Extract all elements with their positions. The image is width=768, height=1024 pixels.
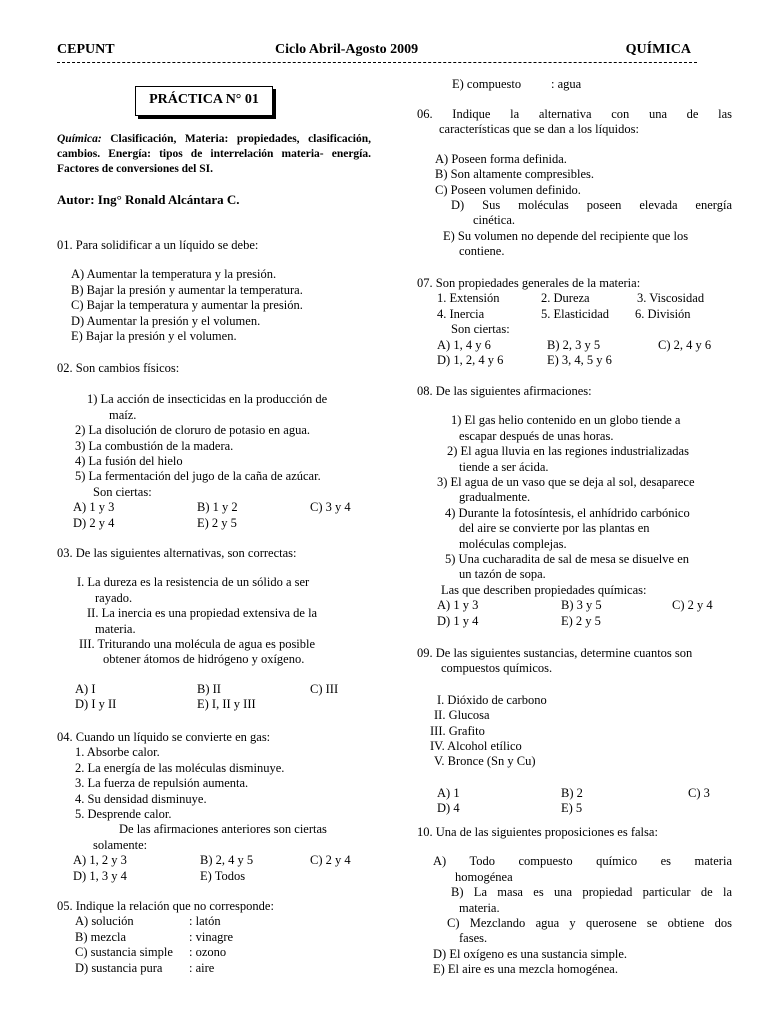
answer-row <box>57 682 377 697</box>
question-stem: 03. De las siguientes alternativas, son correctas: <box>57 546 297 560</box>
answer-row <box>417 353 732 368</box>
question-02 <box>57 361 377 531</box>
item: III. Grafito <box>430 723 485 738</box>
item: 5. Desprende calor. <box>75 807 172 822</box>
question-05 <box>57 899 377 976</box>
question-stem: 01. Para solidificar a un líquido se debe: <box>57 238 259 252</box>
header-divider <box>57 62 697 63</box>
answer-row <box>57 853 377 868</box>
pair-row <box>437 77 737 92</box>
pair-row <box>57 961 377 976</box>
item: III. Triturando una molécula de agua es posible <box>79 637 316 652</box>
question-stem: 07. Son propiedades generales de la materia: <box>417 276 641 290</box>
item: 4) La fusión del hielo <box>75 454 183 469</box>
answer: D) 2 y 4 <box>73 515 115 530</box>
question-stem: 05. Indique la relación que no corresponde: <box>57 899 274 913</box>
item: obtener átomos de hidrógeno y oxígeno. <box>103 652 305 667</box>
option: B) La masa es una propiedad particular de la <box>451 885 732 900</box>
item: II. La inercia es una propiedad extensiva de la <box>87 606 318 621</box>
property: 1. Extensión <box>437 291 500 306</box>
option: A) Todo compuesto químico es materia <box>433 854 732 869</box>
header-left: CEPUNT <box>57 42 115 57</box>
item: II. Glucosa <box>434 708 490 723</box>
answer: E) Todos <box>200 868 246 883</box>
answer: A) 1, 4 y 6 <box>437 337 491 352</box>
question-stem-cont: características que se dan a los líquidos: <box>439 122 639 137</box>
header-right: QUÍMICA <box>625 42 691 57</box>
option: contiene. <box>459 244 505 259</box>
answer: B) 2, 3 y 5 <box>547 337 601 352</box>
answer: D) 1, 2, 4 y 6 <box>437 352 504 367</box>
pair-value: : vinagre <box>189 929 234 944</box>
item: 4) Durante la fotosíntesis, el anhídrido carbónico <box>445 505 690 520</box>
answer: C) III <box>310 681 339 696</box>
answer: C) 3 y 4 <box>310 500 351 515</box>
item: moléculas complejas. <box>459 536 567 551</box>
option: homogénea <box>455 869 513 884</box>
option: A) Aumentar la temperatura y la presión. <box>71 267 277 282</box>
answer: B) II <box>197 681 221 696</box>
answer: D) 1 y 4 <box>437 613 479 628</box>
answer: E) 5 <box>561 801 583 816</box>
question-stem: 04. Cuando un líquido se convierte en gas: <box>57 730 271 744</box>
option: E) Su volumen no depende del recipiente que los <box>443 228 689 243</box>
pair-row <box>57 945 377 960</box>
item: solamente: <box>93 837 148 852</box>
option: A) Poseen forma definida. <box>435 151 567 166</box>
header-center: Ciclo Abril-Agosto 2009 <box>275 42 419 57</box>
pair-term: C) sustancia simple <box>75 945 173 960</box>
item: 3) La combustión de la madera. <box>75 438 234 453</box>
item: 2) El agua lluvia en las regiones industrializadas <box>447 444 689 459</box>
question-stem: 08. De las siguientes afirmaciones: <box>417 384 592 398</box>
property: 3. Viscosidad <box>637 291 705 306</box>
answer: D) 1, 3 y 4 <box>73 868 127 883</box>
question-10 <box>417 825 732 978</box>
item: del aire se convierte por las plantas en <box>459 521 650 536</box>
item: maíz. <box>109 407 137 422</box>
question-07 <box>417 276 732 368</box>
option: cinética. <box>473 213 515 228</box>
question-04 <box>57 730 377 884</box>
answer: D) I y II <box>75 697 117 712</box>
option: B) Bajar la presión y aumentar la temperatura. <box>71 282 303 297</box>
pair-value: : latón <box>189 914 221 929</box>
option: materia. <box>459 900 500 915</box>
item: 3. La fuerza de repulsión aumenta. <box>75 776 249 791</box>
property: 5. Elasticidad <box>541 306 610 321</box>
answer: E) 2 y 5 <box>561 613 601 628</box>
intro-label: Química: <box>57 133 102 145</box>
item: 4. Su densidad disminuye. <box>75 791 207 806</box>
answer-row <box>417 598 732 613</box>
answer: C) 3 <box>688 785 710 800</box>
pair-value: : ozono <box>189 945 227 960</box>
answer: C) 2 y 4 <box>672 598 713 613</box>
item: 1) La acción de insecticidas en la producción de <box>87 392 328 407</box>
pair-term: D) sustancia pura <box>75 960 163 975</box>
item: 2) La disolución de cloruro de potasio en agua. <box>75 423 310 438</box>
intro-paragraph <box>57 132 371 177</box>
question-stem: 09. De las siguientes sustancias, determine cuantos son <box>417 646 693 660</box>
props-row <box>417 307 732 322</box>
answer: A) 1 <box>437 785 460 800</box>
pair-value: : aire <box>189 960 215 975</box>
option: D) El oxígeno es una sustancia simple. <box>433 946 628 961</box>
item: gradualmente. <box>459 490 531 505</box>
author-line: Autor: Ing° Ronald Alcántara C. <box>57 192 240 207</box>
item: 1. Absorbe calor. <box>75 745 160 760</box>
pair-row <box>57 930 377 945</box>
item: Las que describen propiedades químicas: <box>441 582 647 597</box>
question-05-continued <box>437 77 737 92</box>
pair-value: : agua <box>551 77 582 91</box>
option: C) Poseen volumen definido. <box>435 182 581 197</box>
note: Son ciertas: <box>451 322 510 337</box>
option: B) Son altamente compresibles. <box>435 167 594 182</box>
answer: E) 3, 4, 5 y 6 <box>547 352 612 367</box>
answer: B) 2, 4 y 5 <box>200 853 254 868</box>
answer: C) 2 y 4 <box>310 853 351 868</box>
answer: A) 1, 2 y 3 <box>73 853 127 868</box>
question-stem: 06. Indique la alternativa con una de las <box>417 107 732 121</box>
item: De las afirmaciones anteriores son ciertas <box>119 822 327 837</box>
pair-term: A) solución <box>75 914 134 929</box>
answer: D) 4 <box>437 801 460 816</box>
pair-row <box>57 914 377 929</box>
item: escapar después de unas horas. <box>459 428 614 443</box>
option: C) Bajar la temperatura y aumentar la presión. <box>71 298 303 313</box>
answer: B) 3 y 5 <box>561 598 602 613</box>
item: V. Bronce (Sn y Cu) <box>434 754 536 769</box>
answer: C) 2, 4 y 6 <box>658 337 712 352</box>
answer-row <box>417 786 732 801</box>
item: materia. <box>95 621 136 636</box>
property: 4. Inercia <box>437 306 485 321</box>
answer-row <box>57 869 377 884</box>
item: I. Dióxido de carbono <box>437 692 547 707</box>
item: un tazón de sopa. <box>459 567 546 582</box>
pair-term: B) mezcla <box>75 929 127 944</box>
item: 5) Una cucharadita de sal de mesa se disuelve en <box>445 552 689 567</box>
answer-row <box>57 516 377 531</box>
answer: B) 2 <box>561 785 583 800</box>
answer-row <box>417 801 732 816</box>
question-09 <box>417 646 732 817</box>
answer: B) 1 y 2 <box>197 500 238 515</box>
question-08 <box>417 384 732 629</box>
item: tiende a ser ácida. <box>459 459 549 474</box>
option: D) Sus moléculas poseen elevada energía <box>451 198 732 213</box>
answer: A) 1 y 3 <box>437 598 479 613</box>
item: Son ciertas: <box>93 484 152 499</box>
pair-term: E) compuesto <box>452 77 522 91</box>
answer: A) 1 y 3 <box>73 500 115 515</box>
option: E) El aire es una mezcla homogénea. <box>433 962 618 977</box>
answer-row <box>417 338 732 353</box>
item: IV. Alcohol etílico <box>430 739 522 754</box>
question-stem: 10. Una de las siguientes proposiciones es falsa: <box>417 825 658 839</box>
question-06 <box>417 107 732 260</box>
question-stem-cont: compuestos químicos. <box>441 661 553 676</box>
answer-row <box>57 500 377 515</box>
answer: A) I <box>75 681 96 696</box>
item: 1) El gas helio contenido en un globo tiende a <box>451 413 681 428</box>
option: C) Mezclando agua y querosene se obtiene dos <box>447 916 732 931</box>
item: 2. La energía de las moléculas disminuye. <box>75 760 285 775</box>
props-row <box>417 291 732 306</box>
item: rayado. <box>95 590 133 605</box>
answer-row <box>417 614 732 629</box>
page-header <box>57 42 691 58</box>
answer: E) I, II y III <box>197 697 256 712</box>
option: D) Aumentar la presión y el volumen. <box>71 313 261 328</box>
answer-row <box>57 697 377 712</box>
practice-title: PRÁCTICA N° 01 <box>135 86 273 116</box>
option: fases. <box>459 931 488 946</box>
answer: E) 2 y 5 <box>197 515 237 530</box>
option: E) Bajar la presión y el volumen. <box>71 329 237 344</box>
intro-text: Clasificación, Materia: propiedades, clasificación, cambios. Energía: tipos de interrelación materia- energía. Factores de conversiones del SI. <box>57 133 371 175</box>
item: I. La dureza es la resistencia de un sólido a ser <box>77 575 310 590</box>
question-01 <box>57 238 377 344</box>
question-stem: 02. Son cambios físicos: <box>57 361 180 375</box>
item: 5) La fermentación del jugo de la caña de azúcar. <box>75 469 321 484</box>
question-03 <box>57 546 377 713</box>
property: 2. Dureza <box>541 291 590 306</box>
item: 3) El agua de un vaso que se deja al sol, desaparece <box>437 475 695 490</box>
property: 6. División <box>635 306 691 321</box>
